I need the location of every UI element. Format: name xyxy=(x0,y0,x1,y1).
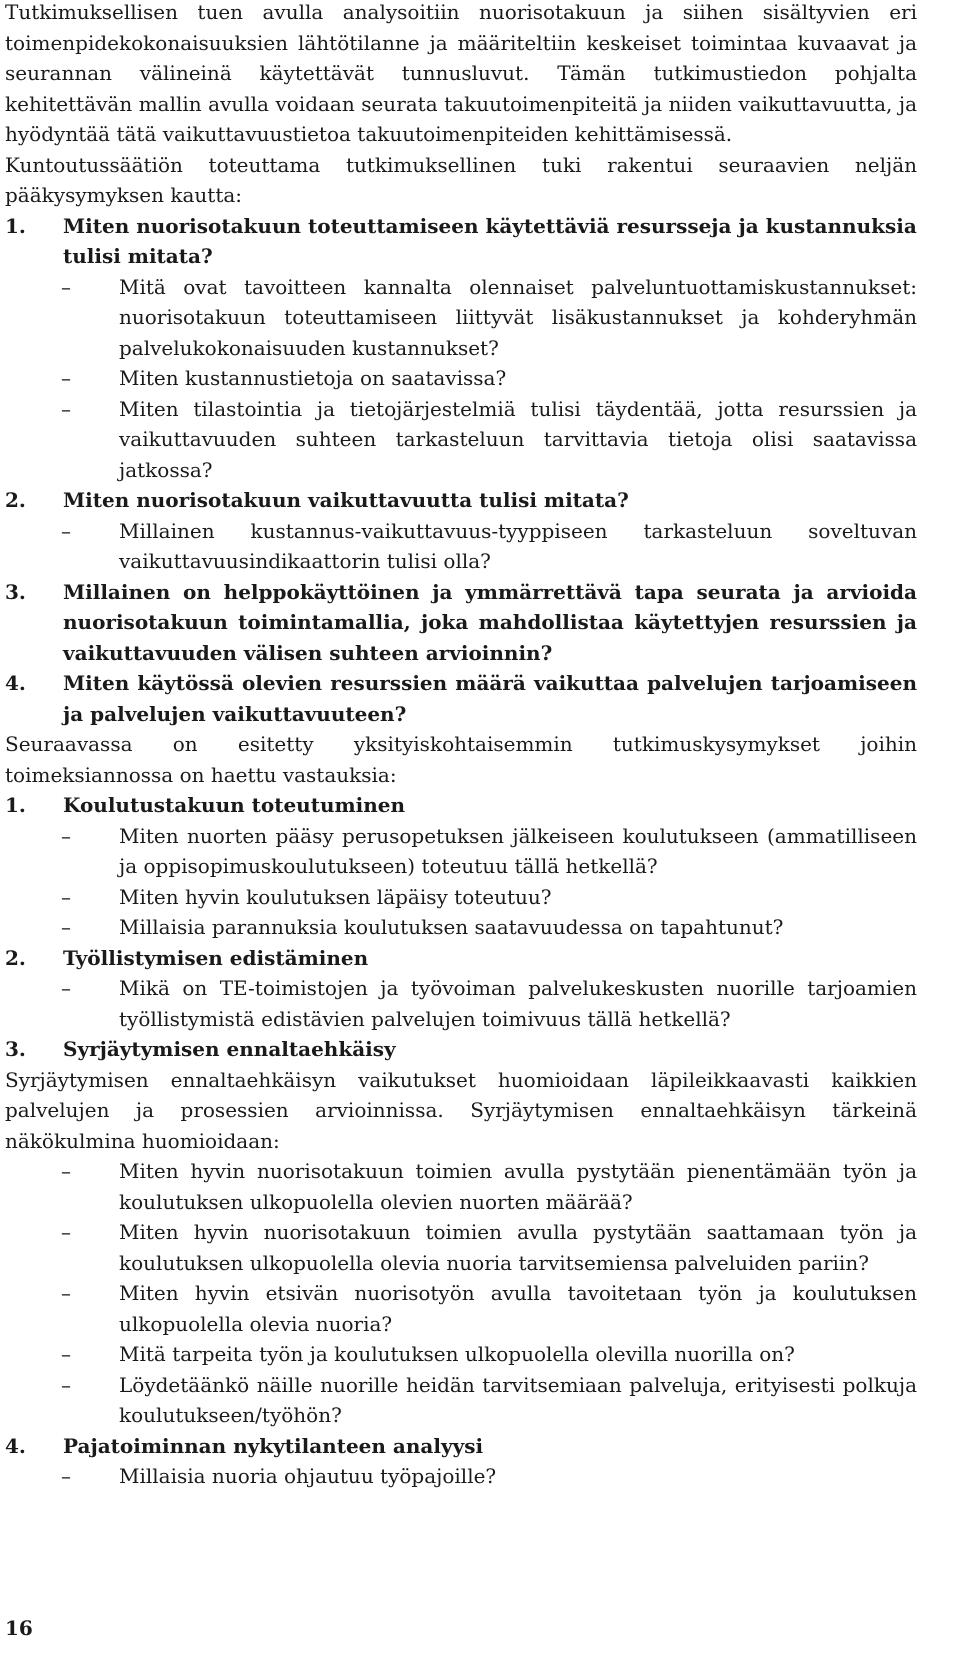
sub-question xyxy=(5,394,917,486)
sub-question-text: Miten tilastointia ja tietojärjestelmiä tulisi täydentää, jotta resurssien ja vaikuttavuuden suhteen tarkasteluun tarvittavia tietoja olisi saatavissa jatkossa? xyxy=(119,396,917,482)
exclusion-point-text: Miten hyvin etsivän nuorisotyön avulla tavoitetaan työn ja koulutuksen ulkopuolella olevia nuoria? xyxy=(119,1281,917,1336)
dash-marker: – xyxy=(61,274,71,299)
main-question-number: 3. xyxy=(5,579,26,604)
sub-question xyxy=(5,821,917,882)
main-question-text: Miten nuorisotakuun toteuttamiseen käytettäviä resursseja ja kustannuksia tulisi mitata? xyxy=(63,213,917,268)
sub-question xyxy=(5,973,917,1034)
sub-question xyxy=(5,912,917,943)
sub-question-text: Millaisia parannuksia koulutuksen saatavuudessa on tapahtunut? xyxy=(119,915,784,939)
detail-topic-title: Syrjäytymisen ennaltaehkäisy xyxy=(63,1037,396,1061)
main-question xyxy=(5,577,917,669)
details-intro-paragraph: Seuraavassa on esitetty yksityiskohtaisemmin tutkimuskysymykset joihin toimeksiannossa on haettu vastauksia: xyxy=(5,732,917,787)
dash-marker: – xyxy=(61,1220,71,1244)
main-question-number: 4. xyxy=(5,671,26,695)
exclusion-point-text: Miten hyvin nuorisotakuun toimien avulla pystytään saattamaan työn ja koulutuksen ulkopuolella olevia nuoria tarvitsemiensa palveluiden pariin? xyxy=(119,1220,917,1275)
main-question-text: Millainen on helppokäyttöinen ja ymmärrettävä tapa seurata ja arvioida nuorisotakuun toimintamallia, joka mahdollistaa käytettyjen resurssien ja vaikuttavuuden välisen suhteen arvioinnin? xyxy=(63,579,917,665)
dash-marker: – xyxy=(61,915,71,939)
main-question-text: Miten käytössä olevien resurssien määrä vaikuttaa palvelujen tarjoamiseen ja palvelujen vaikuttavuuteen? xyxy=(63,671,917,726)
exclusion-point xyxy=(5,1278,917,1339)
detail-topic xyxy=(5,1034,917,1065)
detail-topic xyxy=(5,790,917,821)
detail-topic-number: 1. xyxy=(5,793,26,817)
exclusion-point xyxy=(5,1370,917,1431)
sub-question-text: Mikä on TE-toimistojen ja työvoiman palvelukeskusten nuorille tarjoamien työllistymistä edistävien palvelujen toimivuus tällä hetkellä? xyxy=(119,976,917,1031)
main-question xyxy=(5,211,917,272)
exclusion-point xyxy=(5,1217,917,1278)
sub-question-text: Miten kustannustietoja on saatavissa? xyxy=(119,366,507,390)
exclusion-point xyxy=(5,1339,917,1370)
sub-question xyxy=(5,272,917,364)
detail-topic-title: Pajatoiminnan nykytilanteen analyysi xyxy=(63,1433,484,1458)
dash-marker: – xyxy=(61,1281,71,1305)
main-question xyxy=(5,668,917,729)
dash-marker: – xyxy=(61,1464,71,1488)
dash-marker: – xyxy=(61,518,71,543)
detail-topic-number: 2. xyxy=(5,945,26,970)
dash-marker: – xyxy=(61,884,71,909)
exclusion-point-text: Mitä tarpeita työn ja koulutuksen ulkopuolella olevilla nuorilla on? xyxy=(119,1342,795,1366)
sub-question-text: Millaisia nuoria ohjautuu työpajoille? xyxy=(119,1464,497,1488)
exclusion-point-text: Löydetäänkö näille nuorille heidän tarvitsemiaan palveluja, erityisesti polkuja koulutukseen/työhön? xyxy=(119,1372,917,1427)
detail-topic-number: 3. xyxy=(5,1037,26,1061)
detail-topic-title: Työllistymisen edistäminen xyxy=(63,945,369,970)
document-page xyxy=(5,0,917,1492)
detail-topic-number: 4. xyxy=(5,1433,26,1458)
sub-question-text: Miten nuorten pääsy perusopetuksen jälkeiseen koulutukseen (ammatilliseen ja oppisopimuskoulutukseen) toteutuu tällä hetkellä? xyxy=(119,823,917,878)
main-question-number: 1. xyxy=(5,213,26,238)
dash-marker: – xyxy=(61,1342,71,1366)
sub-question-text: Miten hyvin koulutuksen läpäisy toteutuu? xyxy=(119,884,552,909)
page-number: 16 xyxy=(5,1616,33,1640)
detail-topic xyxy=(5,943,917,974)
sub-question xyxy=(5,882,917,913)
sub-question xyxy=(5,1461,917,1492)
sub-question xyxy=(5,363,917,394)
dash-marker: – xyxy=(61,823,71,848)
dash-marker: – xyxy=(61,396,71,421)
questions-intro-paragraph: Kuntoutussäätiön toteuttama tutkimuksellinen tuki rakentui seuraavien neljän pääkysymyksen kautta: xyxy=(5,152,917,207)
sub-question-text: Millainen kustannus-vaikuttavuus-tyyppiseen tarkasteluun soveltuvan vaikuttavuusindikaattorin tulisi olla? xyxy=(119,518,917,573)
main-question xyxy=(5,485,917,516)
exclusion-point xyxy=(5,1156,917,1217)
main-question-text: Miten nuorisotakuun vaikuttavuutta tulisi mitata? xyxy=(63,488,629,512)
dash-marker: – xyxy=(61,1159,71,1183)
dash-marker: – xyxy=(61,976,71,1000)
intro-paragraph: Tutkimuksellisen tuen avulla analysoitiin nuorisotakuun ja siihen sisältyvien eri toimenpidekokonaisuuksien lähtötilanne ja määriteltiin keskeiset toimintaa kuvaavat ja seurannan välineinä käytettävät tunnusluvut. Tämän tutkimustiedon pohjalta kehitettävän mallin avulla voidaan seurata takuutoimenpiteitä ja niiden vaikuttavuutta, ja hyödyntää tätä vaikuttavuustietoa takuutoimenpiteiden kehittämisessä. xyxy=(5,0,917,146)
exclusion-paragraph: Syrjäytymisen ennaltaehkäisyn vaikutukset huomioidaan läpileikkaavasti kaikkien palvelujen ja prosessien arvioinnissa. Syrjäytymisen ennaltaehkäisyn tärkeinä näkökulmina huomioidaan: xyxy=(5,1067,917,1153)
detail-topic xyxy=(5,1431,917,1462)
sub-question xyxy=(5,516,917,577)
dash-marker: – xyxy=(61,1372,71,1397)
main-question-number: 2. xyxy=(5,488,26,512)
sub-question-text: Mitä ovat tavoitteen kannalta olennaiset palveluntuottamiskustannukset: nuorisotakuun toteuttamiseen liittyvät lisäkustannukset ja kohderyhmän palvelukokonaisuuden kustannukset? xyxy=(119,274,917,360)
detail-topic-title: Koulutustakuun toteutuminen xyxy=(63,793,406,817)
exclusion-point-text: Miten hyvin nuorisotakuun toimien avulla pystytään pienentämään työn ja koulutuksen ulkopuolella olevien nuorten määrää? xyxy=(119,1159,917,1214)
dash-marker: – xyxy=(61,366,71,390)
